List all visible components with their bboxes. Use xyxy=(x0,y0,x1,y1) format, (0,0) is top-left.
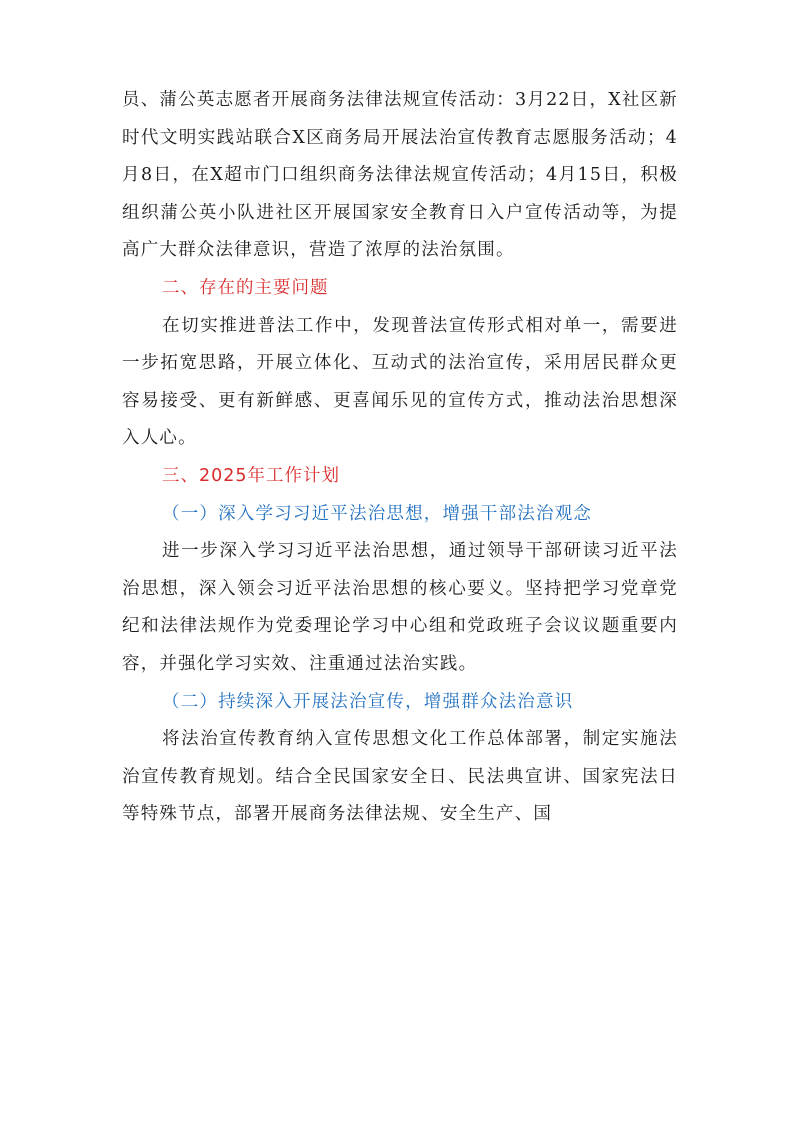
section-heading-plan: 三、2025年工作计划 xyxy=(162,465,341,486)
paragraph-publicity: 将法治宣传教育纳入宣传思想文化工作总体部署，制定实施法治宣传教育规划。结合全民国家安全日、民法典宣讲、国家宪法日等特殊节点，部署开展商务法律法规、安全生产、国 xyxy=(122,729,678,825)
document-body xyxy=(122,82,678,834)
paragraph-problems: 在切实推进普法工作中，发现普法宣传形式相对单一，需要进一步拓宽思路，开展立体化、互动式的法治宣传，采用居民群众更容易接受、更有新鲜感、更喜闻乐见的宣传方式，推动法治思想深入人心。 xyxy=(122,315,678,449)
paragraph-activities: 员、蒲公英志愿者开展商务法律法规宣传活动：3月22日，X社区新时代文明实践站联合X区商务局开展法治宣传教育志愿服务活动；4月8日，在X超市门口组织商务法律法规宣传活动；4月15日，积极组织蒲公英小队进社区开展国家安全教育日入户宣传活动等，为提高广大群众法律意识，营造了浓厚的法治氛围。 xyxy=(122,90,678,261)
subheading-publicity: （二）持续深入开展法治宣传，增强群众法治意识 xyxy=(162,691,574,712)
paragraph-study: 进一步深入学习习近平法治思想，通过领导干部研读习近平法治思想，深入领会习近平法治思想的核心要义。坚持把学习党章党纪和法律法规作为党委理论学习中心组和党政班子会议议题重要内容，并强化学习实效、注重通过法治实践。 xyxy=(122,541,678,674)
subheading-study: （一）深入学习习近平法治思想，增强干部法治观念 xyxy=(162,503,593,524)
section-heading-problems: 二、存在的主要问题 xyxy=(162,277,329,298)
